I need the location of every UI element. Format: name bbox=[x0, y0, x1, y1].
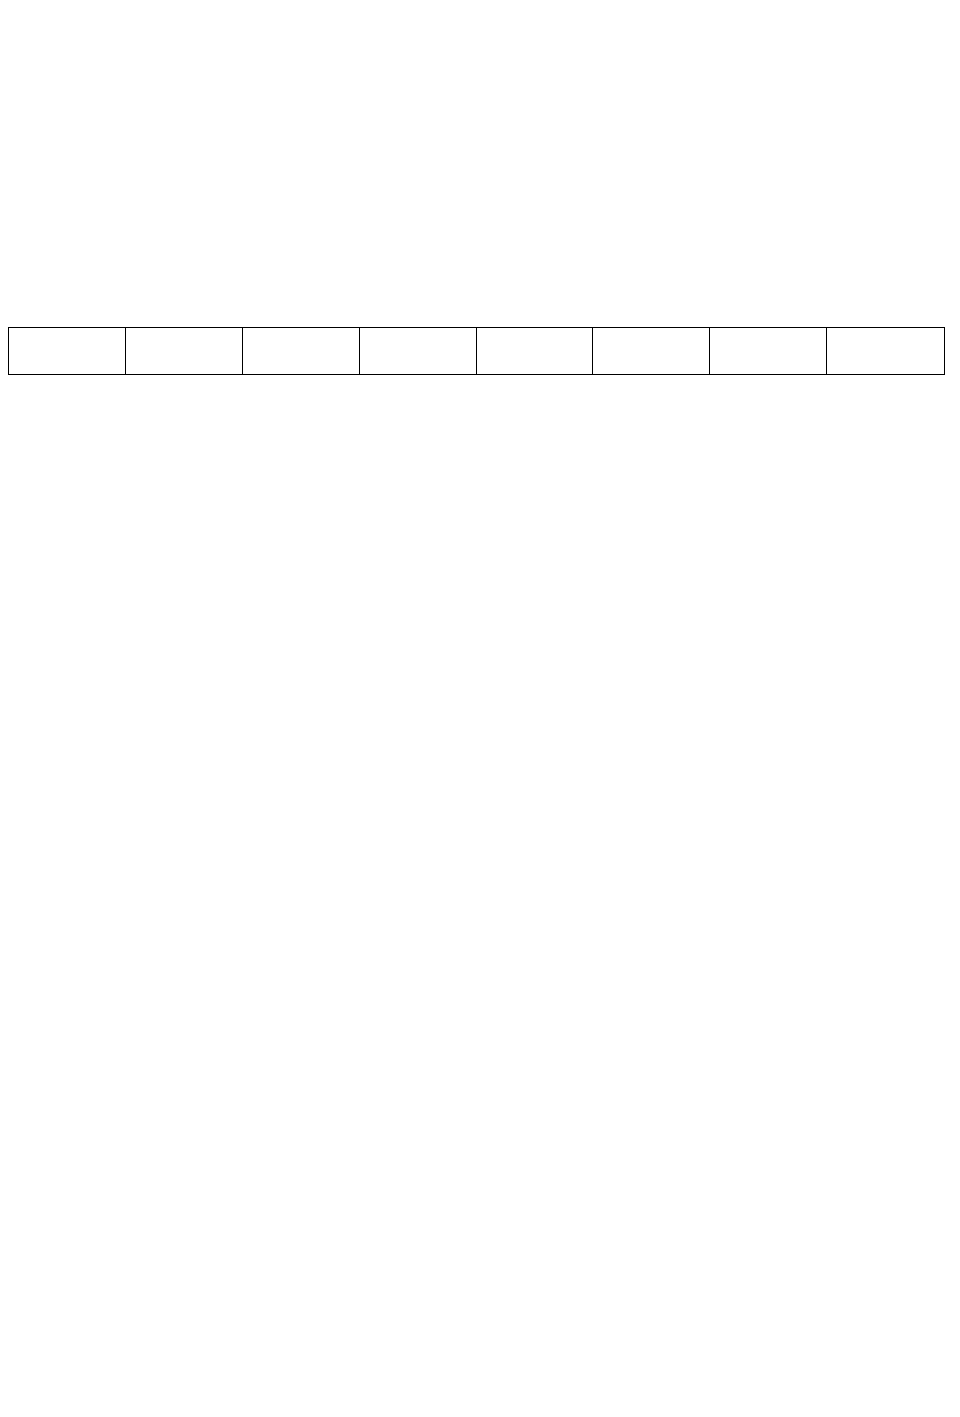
table-header-row bbox=[9, 328, 945, 375]
header-2star bbox=[593, 328, 710, 375]
header-5star bbox=[242, 328, 359, 375]
header-total bbox=[125, 328, 242, 375]
header-4star bbox=[359, 328, 476, 375]
header-uncategorized bbox=[827, 328, 945, 375]
hotels-table bbox=[8, 327, 945, 375]
header-1star bbox=[710, 328, 827, 375]
header-3star bbox=[476, 328, 593, 375]
header-city bbox=[9, 328, 126, 375]
